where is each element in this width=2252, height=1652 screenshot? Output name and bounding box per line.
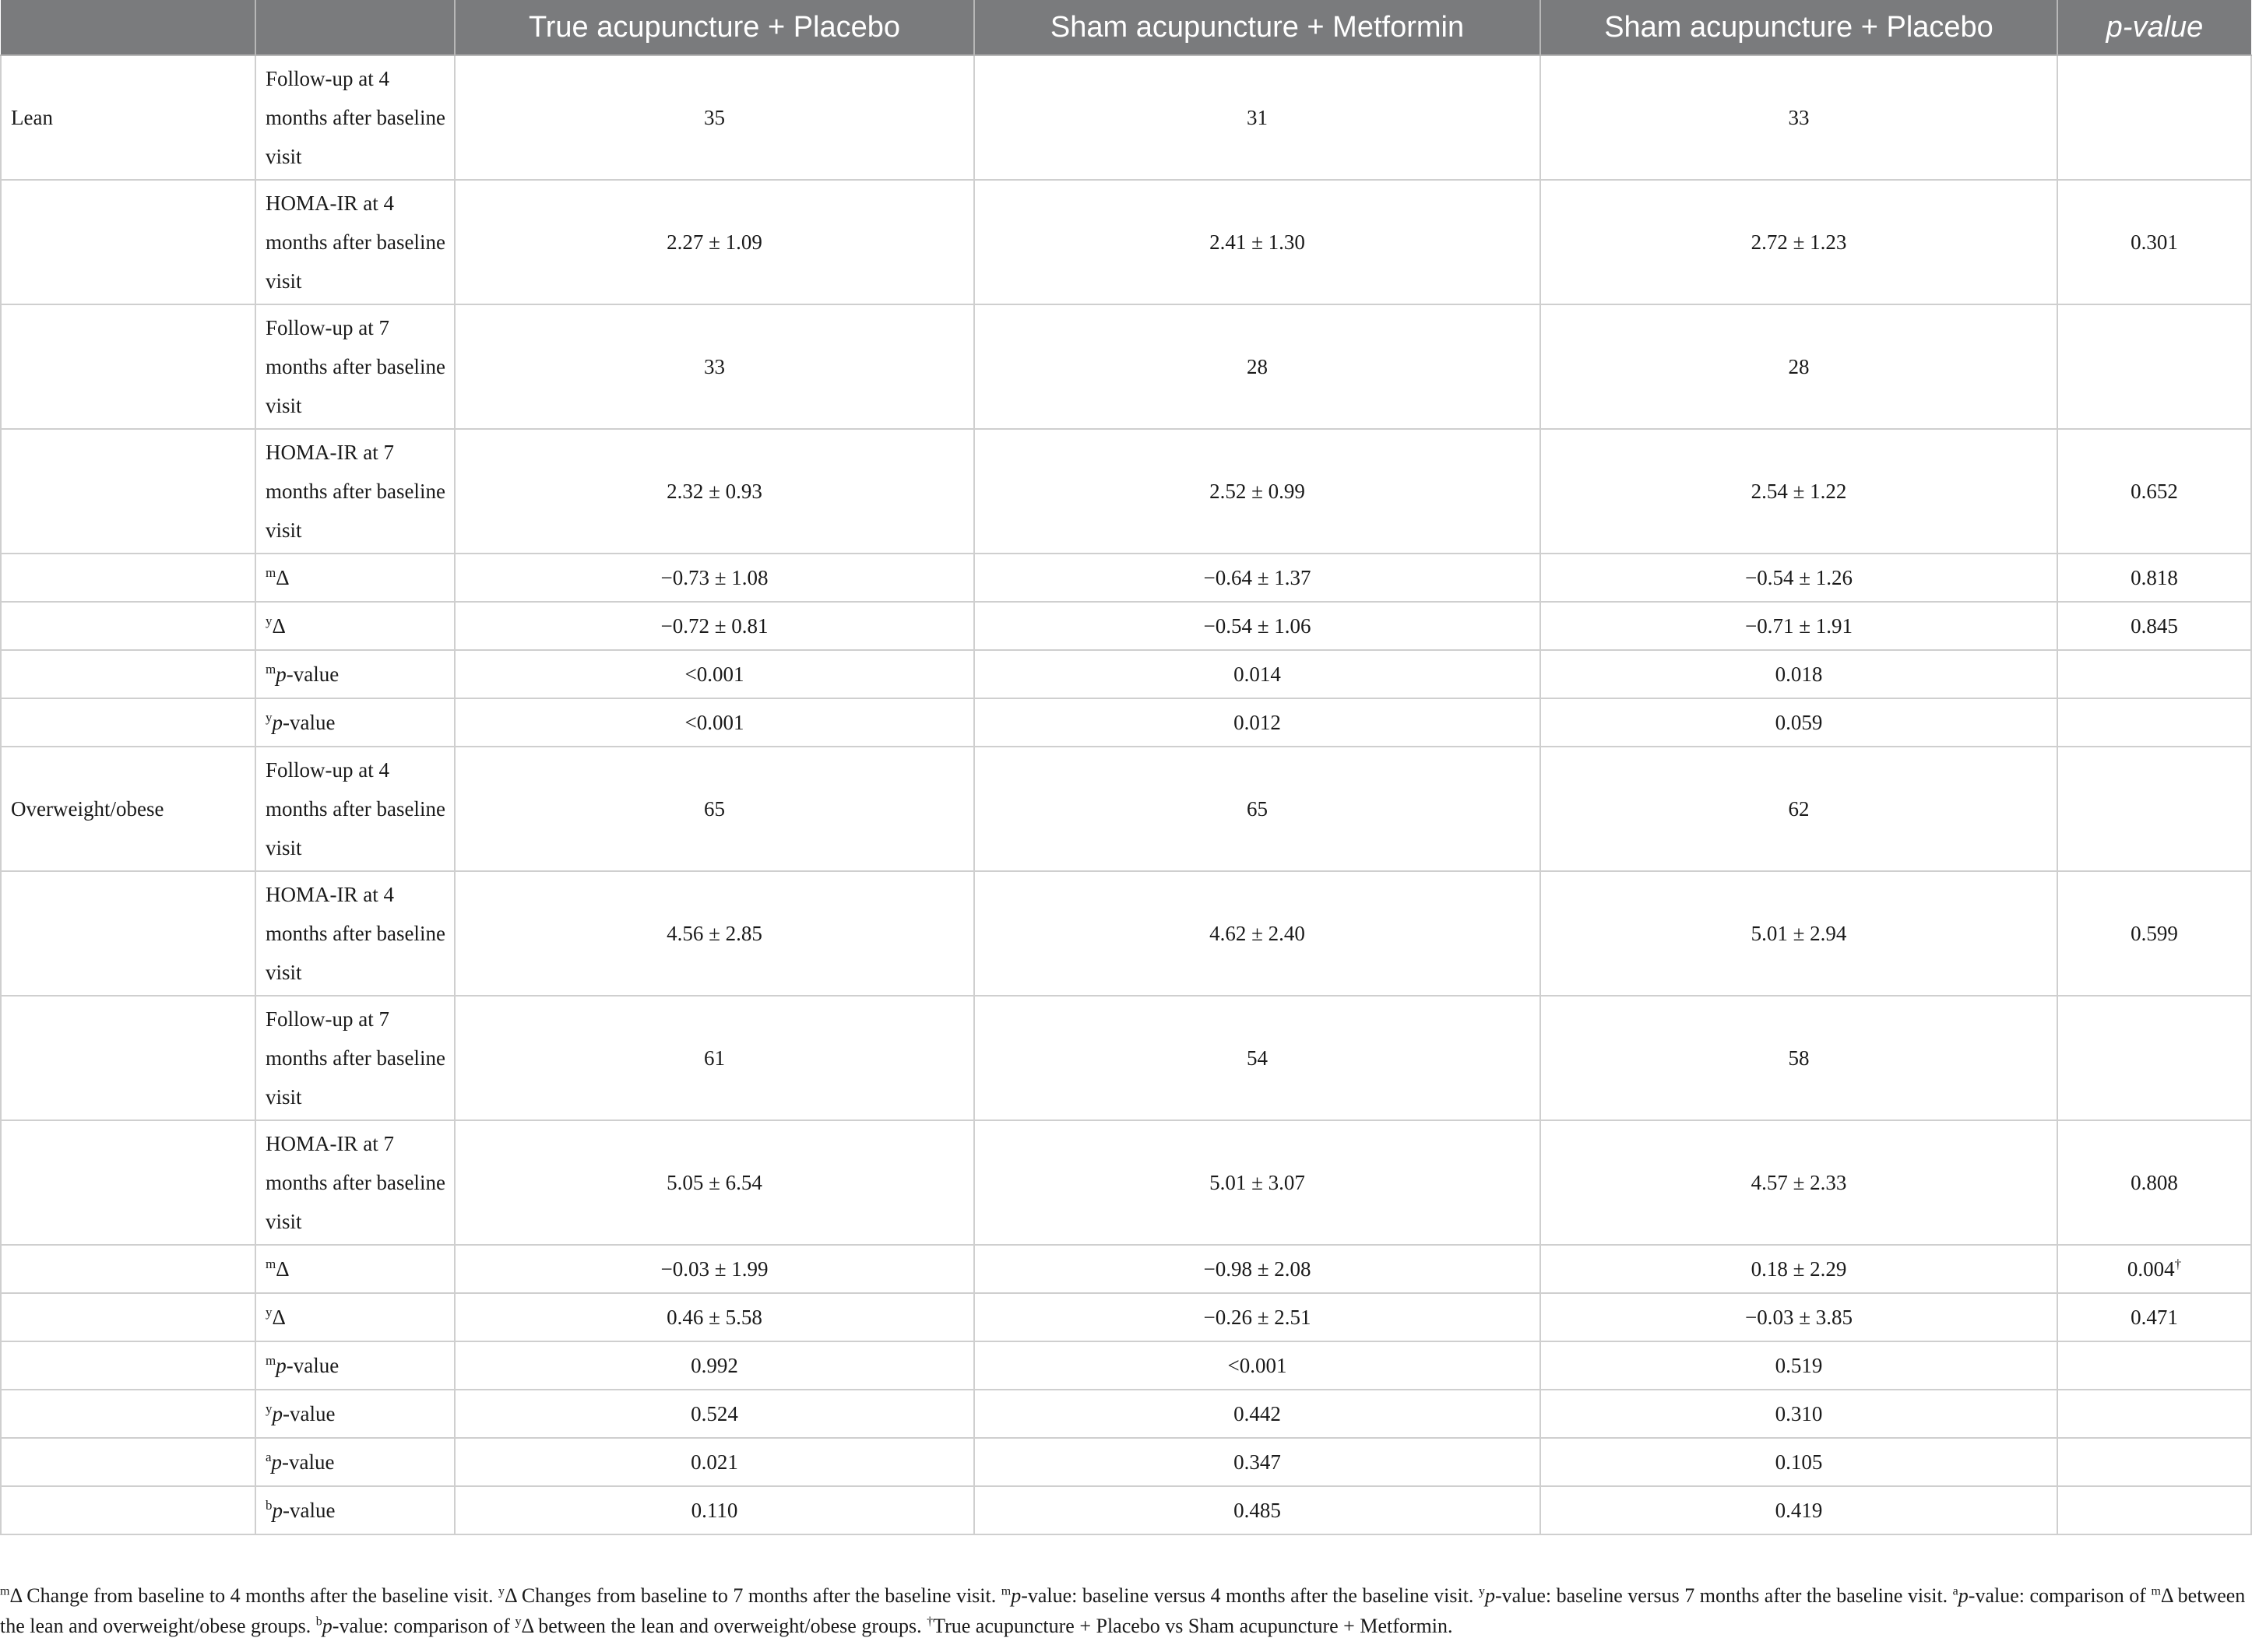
cell-true-acupuncture-placebo-value: 0.46 ± 5.58: [667, 1306, 762, 1329]
table-row: [1, 1293, 2251, 1341]
cell-p-value: [2057, 1341, 2251, 1390]
row-label-text: Follow-up at 7 months after baseline visit: [266, 316, 445, 417]
cell-p-value: [2057, 55, 2251, 180]
cell-sham-acupuncture-metformin: [974, 1390, 1540, 1438]
cell-sham-acupuncture-placebo-value: 5.01 ± 2.94: [1751, 922, 1847, 945]
cell-true-acupuncture-placebo: [455, 1438, 974, 1486]
row-label-sup: m: [266, 565, 276, 580]
footnote-sup: a: [1952, 1584, 1958, 1598]
footnote-text: -value: comparison of: [332, 1615, 510, 1637]
cell-p-value: [2057, 602, 2251, 650]
row-label-text: Follow-up at 4 months after baseline visit: [266, 758, 445, 859]
cell-true-acupuncture-placebo: [455, 1341, 974, 1390]
table-row: [1, 304, 2251, 429]
cell-sham-acupuncture-placebo-value: 0.310: [1775, 1402, 1823, 1425]
cell-sham-acupuncture-placebo: [1540, 871, 2057, 996]
row-group-cell: [1, 996, 255, 1120]
row-label-text: p-value: [272, 1402, 336, 1425]
cell-sham-acupuncture-metformin: [974, 1293, 1540, 1341]
row-group-cell: [1, 1438, 255, 1486]
cell-true-acupuncture-placebo: [455, 180, 974, 304]
cell-sham-acupuncture-placebo-value: 2.72 ± 1.23: [1751, 230, 1847, 254]
row-label-text: Δ: [272, 1306, 286, 1329]
row-group-cell: [1, 871, 255, 996]
cell-true-acupuncture-placebo: [455, 55, 974, 180]
footnote-text: Δ between the lean and overweight/obese groups.: [521, 1615, 922, 1637]
cell-true-acupuncture-placebo: [455, 871, 974, 996]
table-row: [1, 602, 2251, 650]
table-row: [1, 871, 2251, 996]
row-label-sup: b: [266, 1498, 273, 1513]
footnote-text: Δ Change from baseline to 4 months after the baseline visit.: [9, 1584, 494, 1607]
cell-sham-acupuncture-metformin-value: 54: [1247, 1046, 1268, 1070]
row-label-cell: [255, 304, 455, 429]
cell-sham-acupuncture-placebo-value: 0.105: [1775, 1450, 1823, 1474]
table-row: [1, 996, 2251, 1120]
cell-sham-acupuncture-placebo-value: 0.519: [1775, 1354, 1823, 1377]
cell-sham-acupuncture-metformin: [974, 747, 1540, 871]
cell-sham-acupuncture-placebo-value: 28: [1788, 355, 1810, 378]
footnote-sup: m: [0, 1584, 10, 1598]
cell-p-value-value: 0.808: [2131, 1171, 2178, 1194]
cell-true-acupuncture-placebo: [455, 996, 974, 1120]
row-group-cell: [1, 554, 255, 602]
cell-true-acupuncture-placebo: [455, 1245, 974, 1293]
cell-p-value: [2057, 871, 2251, 996]
row-label-text: HOMA-IR at 7 months after baseline visit: [266, 1132, 445, 1233]
footnote-text: -value: baseline versus 7 months after the baseline visit.: [1494, 1584, 1948, 1607]
cell-p-value: [2057, 650, 2251, 698]
row-group-cell: [1, 1341, 255, 1390]
cell-sham-acupuncture-metformin-value: 0.012: [1233, 711, 1281, 734]
table-row: [1, 1438, 2251, 1486]
cell-sham-acupuncture-metformin-value: 31: [1247, 106, 1268, 129]
cell-sham-acupuncture-placebo: [1540, 1341, 2057, 1390]
row-label-cell: [255, 996, 455, 1120]
cell-sham-acupuncture-metformin-value: 0.442: [1233, 1402, 1281, 1425]
cell-true-acupuncture-placebo-value: −0.03 ± 1.99: [660, 1257, 769, 1281]
cell-true-acupuncture-placebo-value: <0.001: [684, 711, 744, 734]
header-p-value-text: p-value: [2106, 10, 2204, 44]
row-label-text: Δ: [276, 566, 290, 589]
cell-p-value: [2057, 1293, 2251, 1341]
footnote-text: p: [1011, 1584, 1022, 1607]
row-label-cell: [255, 1390, 455, 1438]
header-true-acupuncture-placebo: True acupuncture + Placebo: [455, 0, 974, 55]
row-group-cell: [1, 1120, 255, 1245]
cell-true-acupuncture-placebo: [455, 1293, 974, 1341]
footnote-sup: b: [315, 1615, 322, 1629]
table-row: [1, 180, 2251, 304]
cell-p-value-value: 0.818: [2131, 566, 2178, 589]
row-group-cell: [1, 1390, 255, 1438]
cell-sham-acupuncture-metformin-value: 0.014: [1233, 663, 1281, 686]
cell-true-acupuncture-placebo-value: 65: [704, 797, 725, 821]
row-label-text: HOMA-IR at 4 months after baseline visit: [266, 192, 445, 293]
cell-true-acupuncture-placebo: [455, 554, 974, 602]
cell-sham-acupuncture-metformin: [974, 698, 1540, 747]
cell-true-acupuncture-placebo-value: 4.56 ± 2.85: [667, 922, 762, 945]
cell-sham-acupuncture-placebo-value: 2.54 ± 1.22: [1751, 480, 1847, 503]
table-row: [1, 1120, 2251, 1245]
cell-sham-acupuncture-placebo-value: −0.03 ± 3.85: [1744, 1306, 1853, 1329]
row-label-cell: [255, 1438, 455, 1486]
cell-sham-acupuncture-metformin-value: −0.26 ± 2.51: [1203, 1306, 1311, 1329]
table-body: [1, 55, 2251, 1534]
header-p-value: [2057, 0, 2251, 55]
footnote-sup: y: [515, 1615, 522, 1629]
cell-p-value: [2057, 1486, 2251, 1534]
cell-true-acupuncture-placebo: [455, 650, 974, 698]
cell-p-value-value: 0.845: [2131, 614, 2178, 638]
cell-sham-acupuncture-metformin-value: 2.41 ± 1.30: [1209, 230, 1305, 254]
row-label-cell: [255, 698, 455, 747]
table-row: [1, 1486, 2251, 1534]
cell-sham-acupuncture-placebo: [1540, 180, 2057, 304]
table-row: [1, 554, 2251, 602]
row-group-cell: [1, 698, 255, 747]
cell-sham-acupuncture-metformin-value: 0.485: [1233, 1499, 1281, 1522]
row-label-text: p-value: [272, 1499, 336, 1522]
row-label-text: HOMA-IR at 7 months after baseline visit: [266, 441, 445, 542]
header-sham-acupuncture-placebo: Sham acupuncture + Placebo: [1540, 0, 2057, 55]
cell-p-value: [2057, 180, 2251, 304]
footnote-text: -value: baseline versus 4 months after the baseline visit.: [1021, 1584, 1474, 1607]
cell-p-value: [2057, 747, 2251, 871]
footnote-text: -value: comparison of: [1968, 1584, 2146, 1607]
cell-p-value: [2057, 554, 2251, 602]
cell-sham-acupuncture-placebo-value: 58: [1788, 1046, 1810, 1070]
cell-p-value: [2057, 1438, 2251, 1486]
row-label-sup: y: [266, 1401, 273, 1416]
row-label-cell: [255, 650, 455, 698]
cell-sham-acupuncture-placebo: [1540, 55, 2057, 180]
cell-p-value: [2057, 996, 2251, 1120]
header-sham-acupuncture-metformin: Sham acupuncture + Metformin: [974, 0, 1540, 55]
cell-true-acupuncture-placebo: [455, 747, 974, 871]
cell-true-acupuncture-placebo-value: 61: [704, 1046, 725, 1070]
row-label-cell: [255, 554, 455, 602]
row-label-sup: m: [266, 662, 276, 677]
cell-sham-acupuncture-placebo: [1540, 650, 2057, 698]
cell-true-acupuncture-placebo: [455, 1120, 974, 1245]
cell-sham-acupuncture-metformin: [974, 1341, 1540, 1390]
row-label-sup: y: [266, 710, 273, 725]
row-label-text: Follow-up at 4 months after baseline visit: [266, 67, 445, 168]
cell-sham-acupuncture-placebo: [1540, 554, 2057, 602]
cell-sham-acupuncture-metformin: [974, 1120, 1540, 1245]
cell-p-value-value: 0.301: [2131, 230, 2178, 254]
row-label-sup: y: [266, 613, 273, 628]
row-group-cell: [1, 1486, 255, 1534]
row-label-cell: [255, 1245, 455, 1293]
cell-sham-acupuncture-placebo-value: 0.059: [1775, 711, 1823, 734]
cell-true-acupuncture-placebo-value: 0.110: [691, 1499, 738, 1522]
footnote-text: Δ between the lean and overweight/obese groups.: [0, 1584, 2246, 1637]
footnote-sup: †: [927, 1615, 934, 1629]
row-label-cell: [255, 1341, 455, 1390]
row-label-text: p-value: [272, 711, 336, 734]
cell-sham-acupuncture-placebo: [1540, 1486, 2057, 1534]
cell-sham-acupuncture-metformin-value: 2.52 ± 0.99: [1209, 480, 1305, 503]
cell-true-acupuncture-placebo: [455, 1486, 974, 1534]
row-group-cell: [1, 304, 255, 429]
cell-sham-acupuncture-metformin-value: 28: [1247, 355, 1268, 378]
cell-true-acupuncture-placebo-value: 33: [704, 355, 725, 378]
row-group-cell: [1, 602, 255, 650]
cell-p-value-value: 0.004: [2127, 1257, 2175, 1281]
cell-p-value: [2057, 1390, 2251, 1438]
cell-p-value: [2057, 429, 2251, 554]
table-row: [1, 1390, 2251, 1438]
cell-true-acupuncture-placebo-value: 35: [704, 106, 725, 129]
cell-sham-acupuncture-placebo: [1540, 429, 2057, 554]
cell-sham-acupuncture-metformin-value: 5.01 ± 3.07: [1209, 1171, 1305, 1194]
footnote-sup: m: [2151, 1584, 2161, 1598]
row-label-cell: [255, 602, 455, 650]
table-row: [1, 55, 2251, 180]
cell-sham-acupuncture-metformin-value: −0.98 ± 2.08: [1203, 1257, 1311, 1281]
cell-sham-acupuncture-metformin: [974, 429, 1540, 554]
cell-sham-acupuncture-placebo-value: 62: [1788, 797, 1810, 821]
cell-sham-acupuncture-placebo: [1540, 1390, 2057, 1438]
cell-sham-acupuncture-placebo-value: 33: [1788, 106, 1810, 129]
table-row: [1, 747, 2251, 871]
cell-true-acupuncture-placebo: [455, 602, 974, 650]
cell-sham-acupuncture-metformin: [974, 304, 1540, 429]
row-group-cell: Lean: [1, 55, 255, 180]
row-label-cell: [255, 429, 455, 554]
footnote-text: True acupuncture + Placebo vs Sham acupuncture + Metformin.: [933, 1615, 1453, 1637]
cell-true-acupuncture-placebo-value: 5.05 ± 6.54: [667, 1171, 762, 1194]
cell-p-value-value: 0.599: [2131, 922, 2178, 945]
cell-sham-acupuncture-placebo: [1540, 698, 2057, 747]
cell-sham-acupuncture-metformin-value: 4.62 ± 2.40: [1209, 922, 1305, 945]
cell-sham-acupuncture-placebo: [1540, 1438, 2057, 1486]
cell-sham-acupuncture-metformin: [974, 55, 1540, 180]
footnote-sup: m: [1001, 1584, 1012, 1598]
cell-sham-acupuncture-placebo-value: 4.57 ± 2.33: [1751, 1171, 1847, 1194]
cell-sham-acupuncture-metformin: [974, 650, 1540, 698]
cell-sham-acupuncture-metformin-value: 0.347: [1233, 1450, 1281, 1474]
row-label-cell: [255, 180, 455, 304]
row-label-text: Δ: [276, 1257, 290, 1281]
cell-sham-acupuncture-placebo-value: −0.71 ± 1.91: [1744, 614, 1853, 638]
row-group-cell: [1, 1245, 255, 1293]
cell-sham-acupuncture-metformin: [974, 1486, 1540, 1534]
row-label-text: HOMA-IR at 4 months after baseline visit: [266, 883, 445, 984]
row-label-sup: a: [266, 1450, 272, 1464]
cell-sham-acupuncture-placebo: [1540, 1293, 2057, 1341]
row-label-text: p-value: [276, 663, 340, 686]
table-row: [1, 650, 2251, 698]
cell-true-acupuncture-placebo-value: <0.001: [684, 663, 744, 686]
cell-sham-acupuncture-placebo-value: −0.54 ± 1.26: [1744, 566, 1853, 589]
row-label-sup: m: [266, 1257, 276, 1271]
cell-sham-acupuncture-metformin: [974, 871, 1540, 996]
header-label-col: [255, 0, 455, 55]
cell-sham-acupuncture-metformin-value: −0.64 ± 1.37: [1203, 566, 1311, 589]
row-label-cell: [255, 871, 455, 996]
row-group-cell: [1, 429, 255, 554]
row-label-cell: [255, 1486, 455, 1534]
cell-sham-acupuncture-placebo: [1540, 602, 2057, 650]
cell-sham-acupuncture-placebo-value: 0.419: [1775, 1499, 1823, 1522]
footnote-text: p: [322, 1615, 333, 1637]
cell-p-value: [2057, 1245, 2251, 1293]
row-label-text: p-value: [276, 1354, 340, 1377]
cell-sham-acupuncture-placebo: [1540, 304, 2057, 429]
cell-true-acupuncture-placebo-value: 0.021: [691, 1450, 738, 1474]
cell-p-value: [2057, 1120, 2251, 1245]
row-label-sup: y: [266, 1305, 273, 1320]
header-group-col: [1, 0, 255, 55]
cell-sham-acupuncture-metformin: [974, 554, 1540, 602]
row-label-cell: [255, 1293, 455, 1341]
cell-true-acupuncture-placebo: [455, 304, 974, 429]
cell-p-value-value: 0.471: [2131, 1306, 2178, 1329]
footnote-text: p: [1958, 1584, 1969, 1607]
cell-true-acupuncture-placebo: [455, 1390, 974, 1438]
table-row: [1, 1341, 2251, 1390]
row-group-cell: [1, 180, 255, 304]
row-group-cell: [1, 650, 255, 698]
table-row: [1, 698, 2251, 747]
cell-sham-acupuncture-placebo-value: 0.018: [1775, 663, 1823, 686]
row-group-cell: Overweight/obese: [1, 747, 255, 871]
table-header: [1, 0, 2251, 55]
cell-true-acupuncture-placebo: [455, 429, 974, 554]
table-row: [1, 1245, 2251, 1293]
footnote-sup: y: [498, 1584, 505, 1598]
cell-true-acupuncture-placebo-value: 0.992: [691, 1354, 738, 1377]
row-label-text: Δ: [272, 614, 286, 638]
cell-sham-acupuncture-placebo: [1540, 747, 2057, 871]
row-label-cell: [255, 55, 455, 180]
table-row: [1, 429, 2251, 554]
cell-sham-acupuncture-metformin: [974, 602, 1540, 650]
table-footnote: [0, 1580, 2247, 1641]
cell-sham-acupuncture-metformin: [974, 1438, 1540, 1486]
row-label-text: Follow-up at 7 months after baseline visit: [266, 1007, 445, 1109]
footnote-sup: y: [1478, 1584, 1485, 1598]
row-label-sup: m: [266, 1353, 276, 1368]
cell-sham-acupuncture-metformin-value: −0.54 ± 1.06: [1203, 614, 1311, 638]
cell-true-acupuncture-placebo: [455, 698, 974, 747]
footnote-text: Δ Changes from baseline to 7 months after the baseline visit.: [505, 1584, 997, 1607]
cell-sham-acupuncture-placebo: [1540, 1120, 2057, 1245]
p-value-dagger-sup: †: [2174, 1257, 2182, 1271]
cell-true-acupuncture-placebo-value: 2.32 ± 0.93: [667, 480, 762, 503]
cell-sham-acupuncture-metformin: [974, 996, 1540, 1120]
cell-sham-acupuncture-placebo: [1540, 1245, 2057, 1293]
cell-sham-acupuncture-metformin: [974, 180, 1540, 304]
cell-sham-acupuncture-metformin-value: <0.001: [1227, 1354, 1287, 1377]
cell-sham-acupuncture-metformin: [974, 1245, 1540, 1293]
cell-p-value: [2057, 304, 2251, 429]
cell-p-value-value: 0.652: [2131, 480, 2178, 503]
header-row: [1, 0, 2251, 55]
cell-true-acupuncture-placebo-value: −0.72 ± 0.81: [660, 614, 769, 638]
cell-sham-acupuncture-metformin-value: 65: [1247, 797, 1268, 821]
cell-sham-acupuncture-placebo-value: 0.18 ± 2.29: [1751, 1257, 1847, 1281]
cell-true-acupuncture-placebo-value: 2.27 ± 1.09: [667, 230, 762, 254]
cell-true-acupuncture-placebo-value: −0.73 ± 1.08: [660, 566, 769, 589]
row-label-cell: [255, 747, 455, 871]
row-label-text: p-value: [271, 1450, 335, 1474]
cell-true-acupuncture-placebo-value: 0.524: [691, 1402, 738, 1425]
footnote-text: p: [1484, 1584, 1495, 1607]
row-label-cell: [255, 1120, 455, 1245]
row-group-cell: [1, 1293, 255, 1341]
cell-p-value: [2057, 698, 2251, 747]
cell-sham-acupuncture-placebo: [1540, 996, 2057, 1120]
